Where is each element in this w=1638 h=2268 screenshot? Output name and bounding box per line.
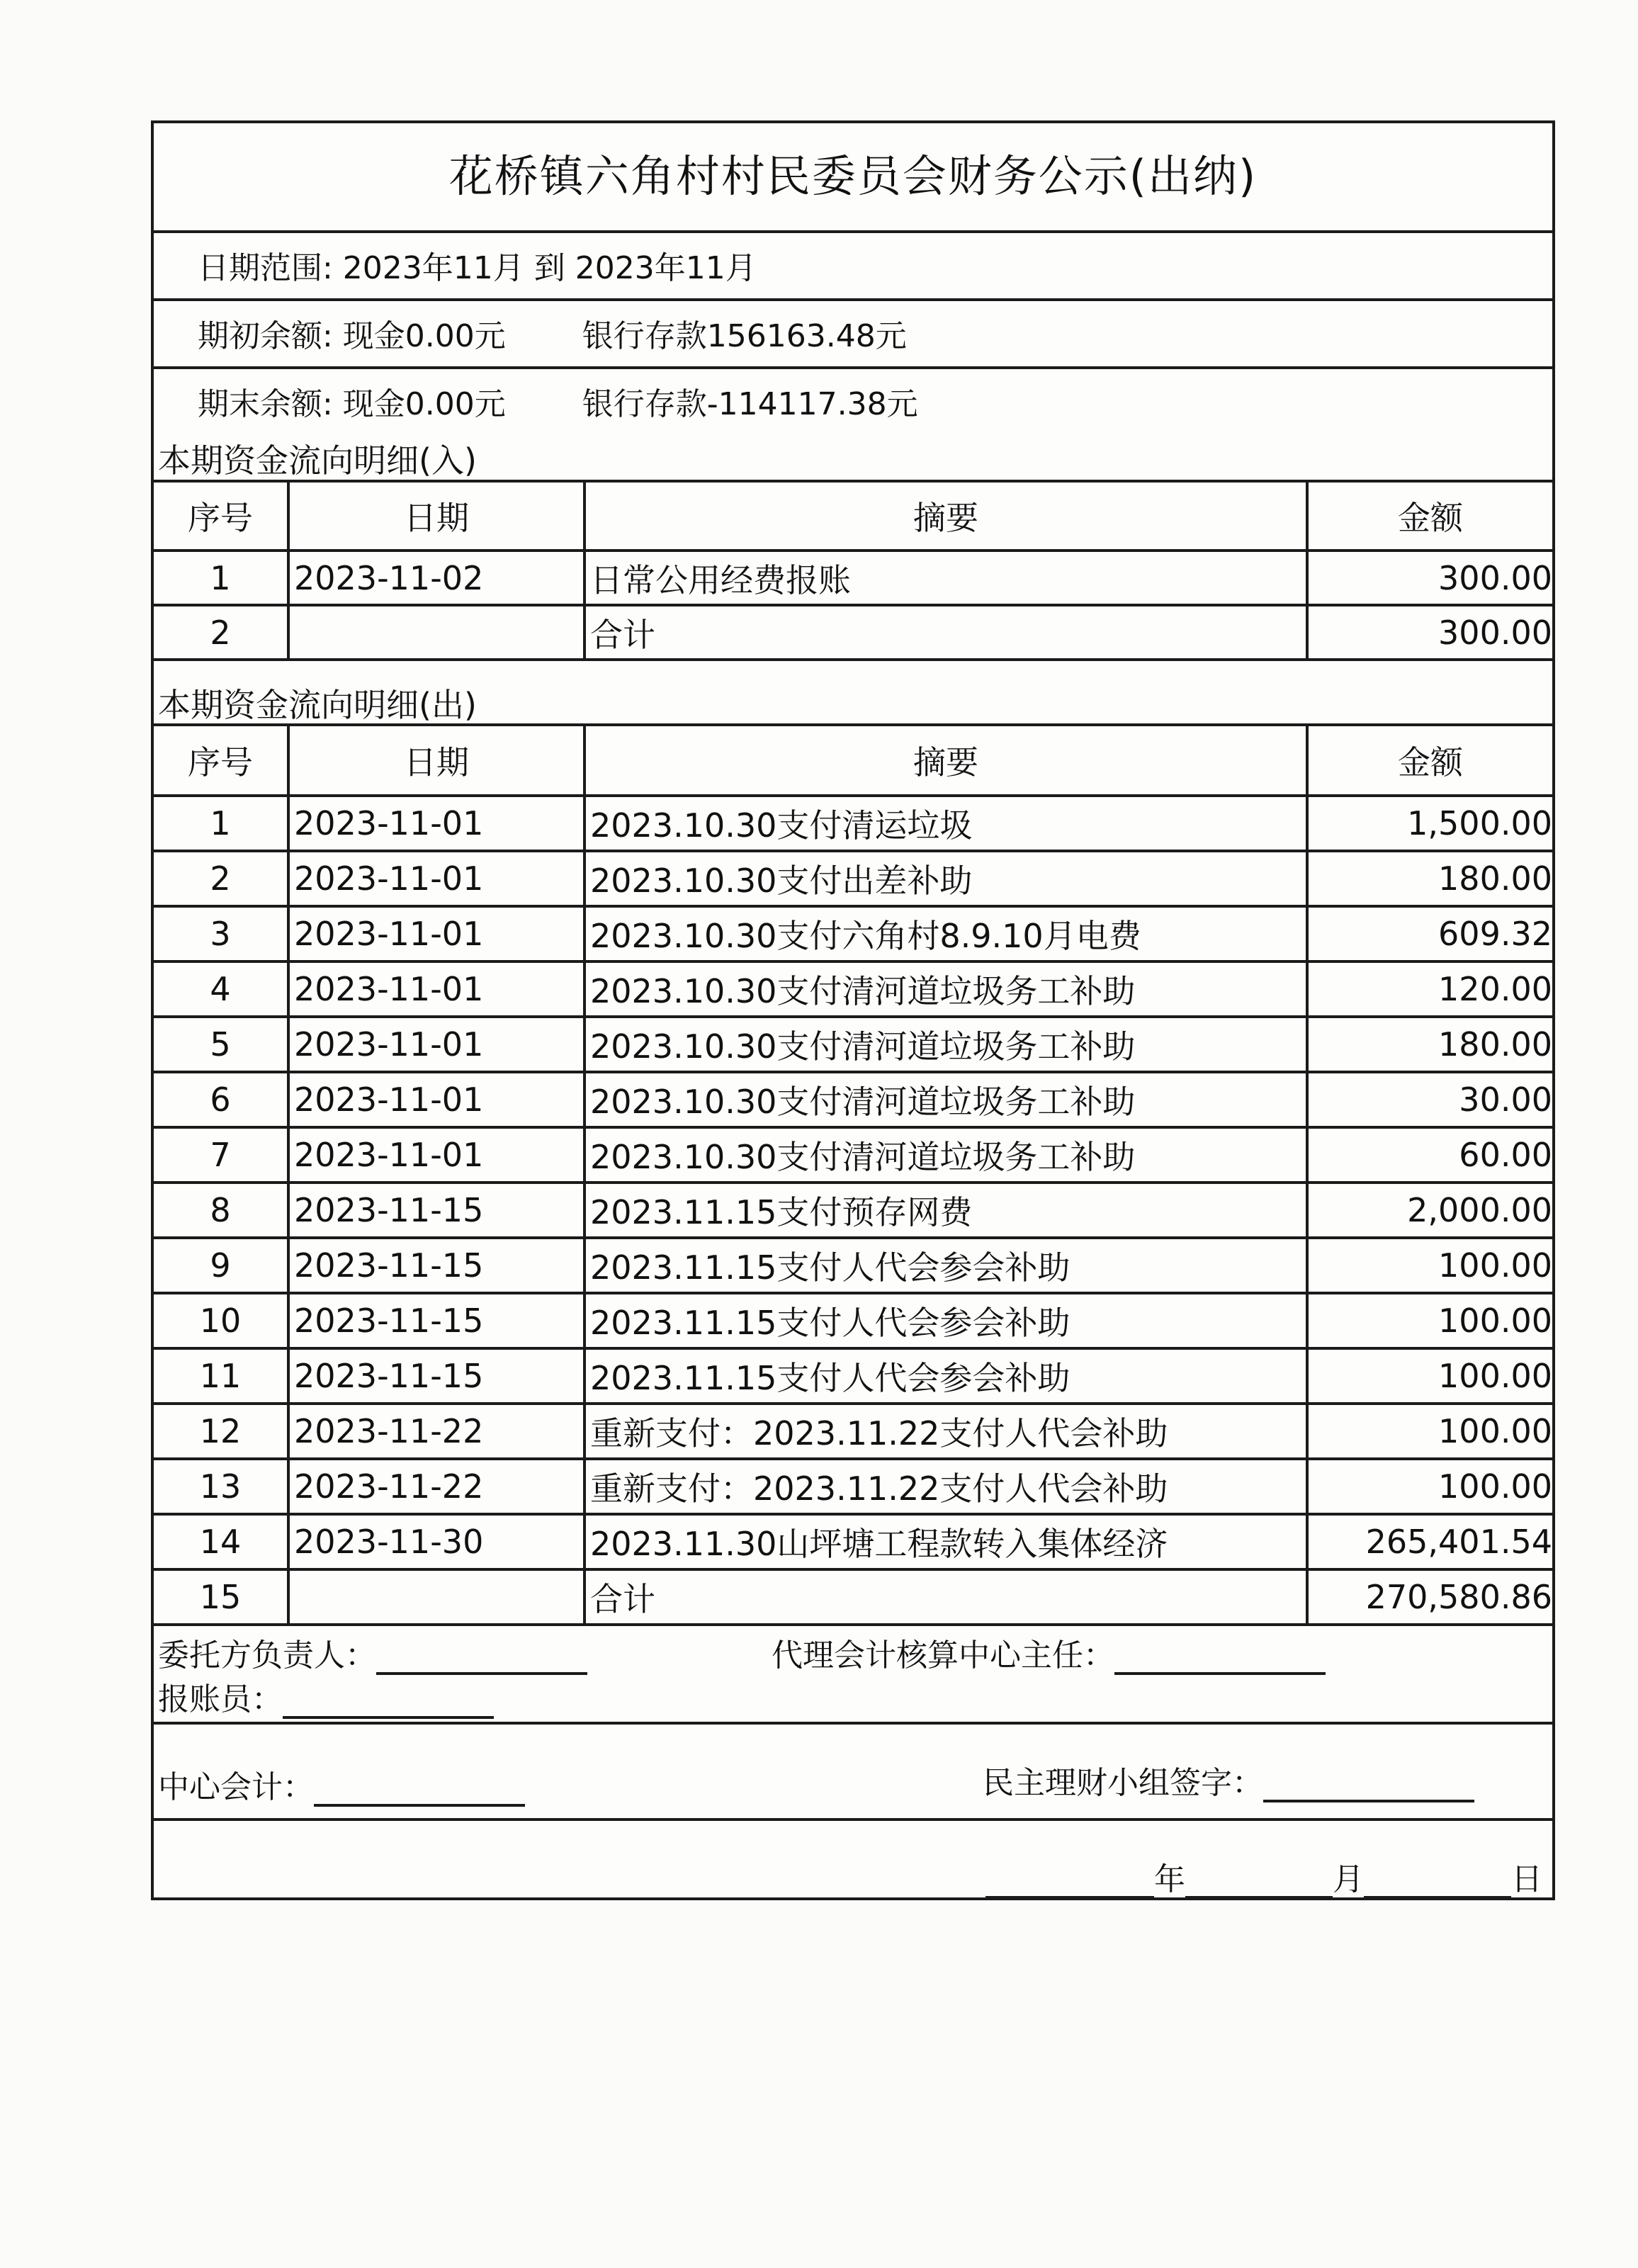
row-date: 2023-11-01	[288, 1017, 584, 1072]
divider	[154, 1722, 1552, 1725]
table-row	[154, 1127, 1552, 1183]
center-director-signature-line	[1114, 1644, 1326, 1675]
row-summary: 2023.10.30支付六角村8.9.10月电费	[584, 906, 1307, 961]
table-row	[154, 1183, 1552, 1238]
table-row	[154, 796, 1552, 851]
table-row	[154, 906, 1552, 961]
row-summary: 2023.10.30支付清运垃圾	[584, 796, 1307, 851]
col-header-seq: 序号	[154, 725, 288, 796]
row-date: 2023-11-01	[288, 906, 584, 961]
row-amount: 1,500.00	[1307, 796, 1552, 851]
row-date: 2023-11-30	[288, 1514, 584, 1569]
row-amount: 609.32	[1307, 906, 1552, 961]
row-seq: 3	[154, 906, 288, 961]
opening-cash: 期初余额: 现金0.00元	[198, 318, 506, 354]
bookkeeper-signature	[158, 1674, 494, 1719]
row-amount: 2,000.00	[1307, 1183, 1552, 1238]
row-amount: 120.00	[1307, 961, 1552, 1017]
center-accountant-signature	[158, 1761, 525, 1807]
finance-group-signature	[983, 1757, 1474, 1802]
row-date: 2023-11-22	[288, 1459, 584, 1514]
row-seq: 8	[154, 1183, 288, 1238]
date-range-text: 日期范围: 2023年11月 到 2023年11月	[198, 250, 757, 286]
bookkeeper-signature-line	[283, 1688, 494, 1719]
row-summary: 2023.10.30支付清河道垃圾务工补助	[584, 1017, 1307, 1072]
col-header-summary: 摘要	[584, 725, 1307, 796]
row-seq: 12	[154, 1404, 288, 1459]
row-date: 2023-11-15	[288, 1238, 584, 1293]
col-header-seq: 序号	[154, 481, 288, 551]
closing-cash: 期末余额: 现金0.00元	[198, 386, 506, 422]
row-summary: 2023.10.30支付清河道垃圾务工补助	[584, 1072, 1307, 1127]
opening-balance	[154, 301, 1552, 369]
inflow-table	[154, 480, 1552, 661]
closing-bank: 银行存款-114117.38元	[582, 386, 918, 422]
row-amount: 300.00	[1307, 551, 1552, 605]
row-summary: 重新支付：2023.11.22支付人代会补助	[584, 1459, 1307, 1514]
row-amount: 100.00	[1307, 1238, 1552, 1293]
row-date: 2023-11-02	[288, 551, 584, 605]
row-amount: 265,401.54	[1307, 1514, 1552, 1569]
row-seq: 7	[154, 1127, 288, 1183]
closing-balance	[154, 369, 1552, 437]
table-row	[154, 1072, 1552, 1127]
finance-disclosure-sheet	[151, 120, 1555, 1900]
row-amount: 60.00	[1307, 1127, 1552, 1183]
day-label: 日	[1511, 1861, 1542, 1897]
row-seq: 13	[154, 1459, 288, 1514]
row-seq: 14	[154, 1514, 288, 1569]
client-head-signature	[158, 1630, 587, 1675]
page-title: 花桥镇六角村村民委员会财务公示(出纳)	[154, 123, 1552, 233]
row-summary: 2023.10.30支付清河道垃圾务工补助	[584, 961, 1307, 1017]
row-seq: 4	[154, 961, 288, 1017]
finance-group-label: 民主理财小组签字：	[983, 1765, 1263, 1801]
outflow-table	[154, 723, 1552, 1626]
date-range	[154, 233, 1552, 301]
col-header-amount: 金额	[1307, 481, 1552, 551]
year-line	[985, 1868, 1154, 1899]
row-seq: 2	[154, 605, 288, 660]
row-date	[288, 605, 584, 660]
row-date: 2023-11-22	[288, 1404, 584, 1459]
table-row	[154, 1293, 1552, 1348]
row-seq: 5	[154, 1017, 288, 1072]
row-amount: 180.00	[1307, 851, 1552, 906]
row-summary: 2023.11.15支付人代会参会补助	[584, 1348, 1307, 1404]
row-date: 2023-11-15	[288, 1293, 584, 1348]
table-row	[154, 961, 1552, 1017]
divider	[154, 1818, 1552, 1821]
row-date: 2023-11-15	[288, 1348, 584, 1404]
row-summary: 2023.11.30山坪塘工程款转入集体经济	[584, 1514, 1307, 1569]
row-amount: 100.00	[1307, 1348, 1552, 1404]
row-date: 2023-11-01	[288, 851, 584, 906]
row-amount: 100.00	[1307, 1459, 1552, 1514]
row-summary: 2023.11.15支付人代会参会补助	[584, 1293, 1307, 1348]
table-row	[154, 851, 1552, 906]
row-summary: 合计	[584, 605, 1307, 660]
row-date	[288, 1569, 584, 1625]
table-row	[154, 1348, 1552, 1404]
center-accountant-signature-line	[314, 1776, 525, 1807]
row-seq: 6	[154, 1072, 288, 1127]
row-date: 2023-11-01	[288, 1127, 584, 1183]
row-amount: 100.00	[1307, 1404, 1552, 1459]
row-seq: 2	[154, 851, 288, 906]
row-summary: 重新支付：2023.11.22支付人代会补助	[584, 1404, 1307, 1459]
row-seq: 15	[154, 1569, 288, 1625]
row-date: 2023-11-01	[288, 796, 584, 851]
row-summary: 2023.10.30支付出差补助	[584, 851, 1307, 906]
row-summary: 2023.11.15支付人代会参会补助	[584, 1238, 1307, 1293]
row-amount: 30.00	[1307, 1072, 1552, 1127]
table-row	[154, 1514, 1552, 1569]
month-line	[1185, 1868, 1333, 1899]
opening-bank: 银行存款156163.48元	[582, 318, 907, 354]
year-label: 年	[1154, 1861, 1185, 1897]
client-head-label: 委托方负责人：	[158, 1637, 376, 1674]
day-line	[1364, 1868, 1511, 1899]
inflow-section-title: 本期资金流向明细(入)	[158, 441, 477, 480]
row-summary: 2023.11.15支付预存网费	[584, 1183, 1307, 1238]
row-date: 2023-11-15	[288, 1183, 584, 1238]
center-director-signature	[772, 1630, 1326, 1675]
row-amount: 270,580.86	[1307, 1569, 1552, 1625]
row-summary: 2023.10.30支付清河道垃圾务工补助	[584, 1127, 1307, 1183]
row-seq: 11	[154, 1348, 288, 1404]
col-header-summary: 摘要	[584, 481, 1307, 551]
client-head-signature-line	[376, 1644, 587, 1675]
row-amount: 180.00	[1307, 1017, 1552, 1072]
table-row	[154, 1238, 1552, 1293]
table-row-total	[154, 1569, 1552, 1625]
row-date: 2023-11-01	[288, 961, 584, 1017]
month-label: 月	[1333, 1861, 1364, 1897]
table-row	[154, 1017, 1552, 1072]
col-header-amount: 金额	[1307, 725, 1552, 796]
table-row-total	[154, 605, 1552, 660]
row-seq: 1	[154, 551, 288, 605]
row-seq: 1	[154, 796, 288, 851]
row-summary: 日常公用经费报账	[584, 551, 1307, 605]
row-seq: 9	[154, 1238, 288, 1293]
col-header-date: 日期	[288, 725, 584, 796]
bookkeeper-label: 报账员：	[158, 1681, 283, 1717]
table-row	[154, 1459, 1552, 1514]
row-seq: 10	[154, 1293, 288, 1348]
row-summary: 合计	[584, 1569, 1307, 1625]
table-row	[154, 1404, 1552, 1459]
table-row	[154, 551, 1552, 605]
center-accountant-label: 中心会计：	[158, 1769, 314, 1805]
outflow-section-title: 本期资金流向明细(出)	[158, 686, 477, 724]
row-amount: 100.00	[1307, 1293, 1552, 1348]
row-date: 2023-11-01	[288, 1072, 584, 1127]
date-signature	[985, 1854, 1542, 1899]
col-header-date: 日期	[288, 481, 584, 551]
finance-group-signature-line	[1263, 1771, 1474, 1802]
outflow-header-row	[154, 725, 1552, 796]
center-director-label: 代理会计核算中心主任：	[772, 1637, 1114, 1674]
inflow-header-row	[154, 481, 1552, 551]
row-amount: 300.00	[1307, 605, 1552, 660]
